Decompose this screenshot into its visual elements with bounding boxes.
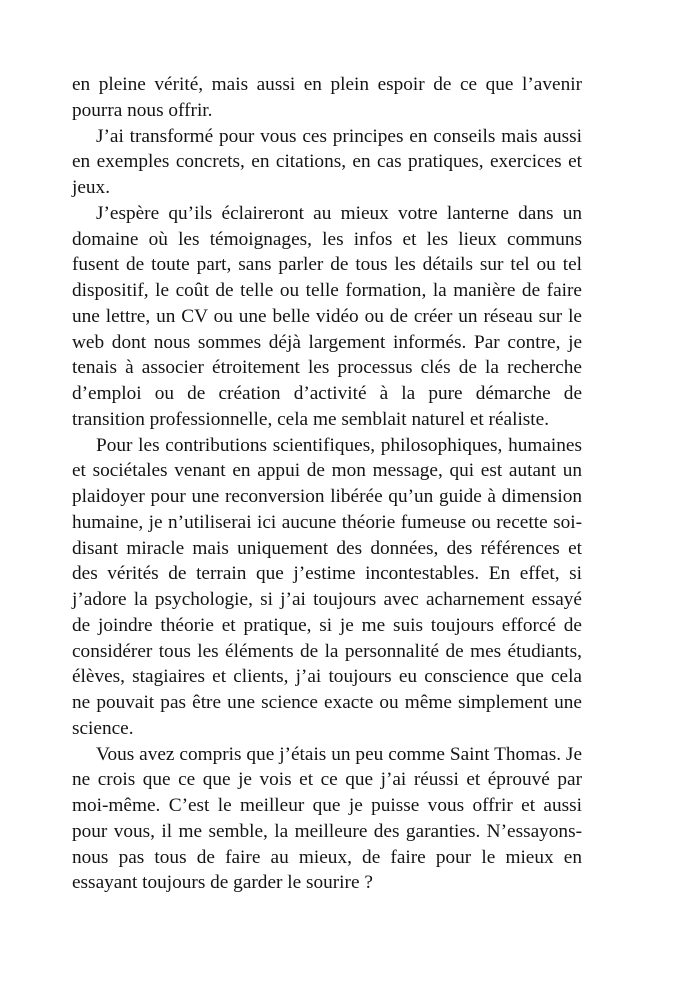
paragraph-continuation: en pleine vérité, mais aussi en plein espoir de ce que l’avenir pourra nous offrir. — [72, 74, 582, 121]
book-page-body — [72, 72, 582, 896]
paragraph-contributions: Pour les contributions scientifiques, philosophiques, humaines et sociétales venant en appui de mon message, qui est autant un plaidoyer pour une reconversion libérée qu’un guide à dimension humaine, je n’utiliserai ici aucune théorie fumeuse ou recette soi-disant miracle mais uniquement des données, des références et des vérités de terrain que j’estime incontestables. En effet, si j’adore la psychologie, si j’ai toujours avec acharnement essayé de joindre théorie et pratique, si je me suis toujours efforcé de considérer tous les éléments de la personnalité de mes étudiants, élèves, stagiaires et clients, j’ai toujours eu conscience que cela ne pouvait pas être une science exacte ou même simplement une science. — [72, 434, 582, 739]
paragraph-principles-to-advice: J’ai transformé pour vous ces principes en conseils mais aussi en exemples concrets, en citations, en cas pratiques, exercices et jeux. — [72, 125, 582, 198]
paragraph-saint-thomas: Vous avez compris que j’étais un peu comme Saint Thomas. Je ne crois que ce que je vois et ce que j’ai réussi et éprouvé par moi-même. C’est le meilleur que je puisse vous offrir et aussi pour vous, il me semble, la meilleure des garanties. N’essayons-nous pas tous de faire au mieux, de faire pour le mieux en essayant toujours de garder le sourire ? — [72, 743, 582, 894]
paragraph-lantern: J’espère qu’ils éclaireront au mieux votre lanterne dans un domaine où les témoignages, les infos et les lieux communs fusent de toute part, sans parler de tous les détails sur tel ou tel dispositif, le coût de telle ou telle formation, la manière de faire une lettre, un CV ou une belle vidéo ou de créer un réseau sur le web dont nous sommes déjà largement informés. Par contre, je tenais à associer étroitement les processus clés de la recherche d’emploi ou de création d’activité à la pure démarche de transition professionnelle, cela me semblait naturel et réaliste. — [72, 202, 582, 430]
